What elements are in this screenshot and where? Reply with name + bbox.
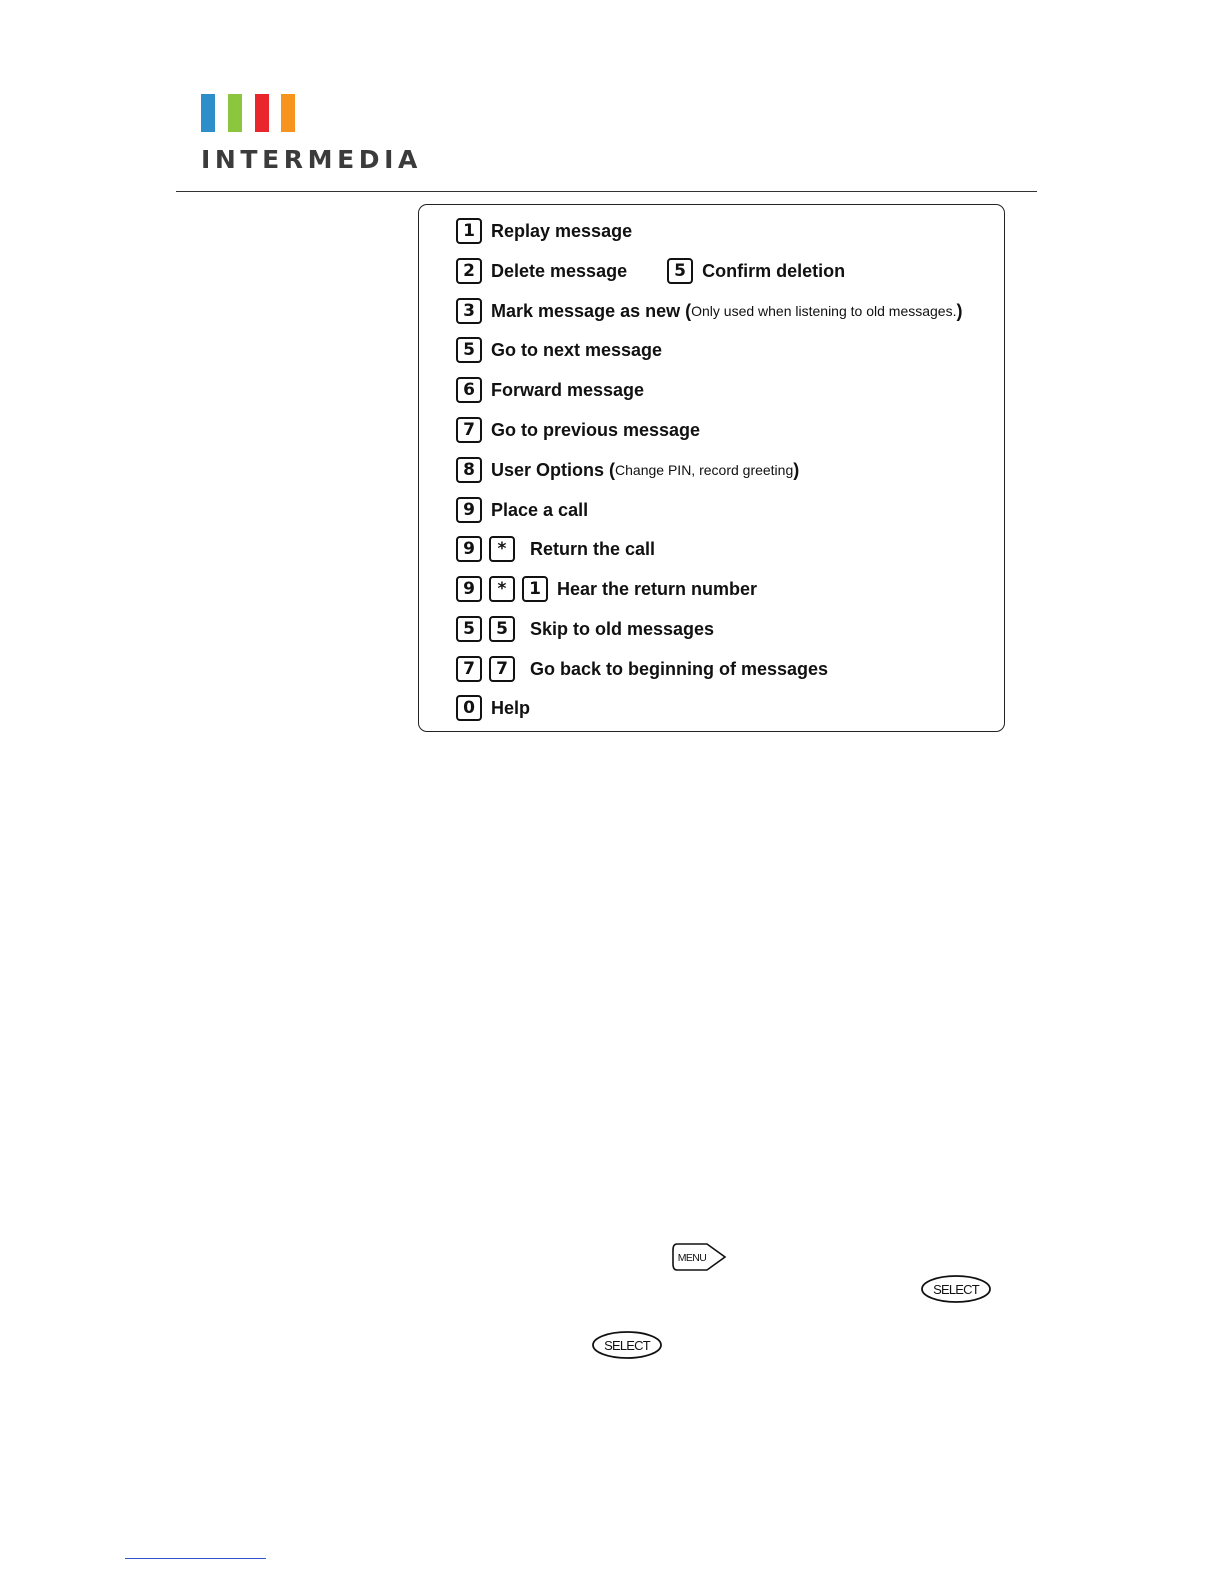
- keypad-row-return-call: [456, 534, 655, 564]
- logo-bars: [201, 94, 301, 132]
- keypad-row-next: [456, 335, 662, 365]
- menu-key-text: MENU: [677, 1252, 707, 1264]
- key-label: Help: [491, 697, 531, 718]
- key-button: 6: [456, 377, 482, 403]
- key-label: Skip to old messages: [530, 618, 715, 639]
- key-button: 1: [456, 218, 482, 244]
- select-key-text: SELECT: [604, 1338, 650, 1353]
- keypad-row-return-number: [456, 574, 757, 604]
- key-label: Place a call: [491, 499, 589, 520]
- key-button: 7: [489, 656, 515, 682]
- keypad-row-replay: [456, 216, 632, 246]
- key-button: *: [489, 536, 515, 562]
- key-label: Confirm deletion: [702, 260, 846, 281]
- header-divider: [176, 191, 1037, 192]
- key-button: 1: [522, 576, 548, 602]
- keypad-row-delete: [456, 256, 845, 286]
- intermedia-logo: [201, 94, 422, 174]
- keypad-row-previous: [456, 415, 700, 445]
- key-button: 5: [456, 616, 482, 642]
- key-button: 7: [456, 656, 482, 682]
- keypad-row-go-back: [456, 654, 828, 684]
- key-label: Hear the return number: [557, 578, 758, 599]
- logo-bar-blue: [201, 94, 215, 132]
- keypad-row-user-options: 8 User Options ( Change PIN, record greeting ): [456, 455, 799, 485]
- keypad-row-mark-new: 3 Mark message as new ( Only used when listening to old messages. ): [456, 296, 962, 326]
- key-label: Mark message as new: [491, 300, 681, 321]
- select-key-text: SELECT: [933, 1282, 979, 1297]
- key-label: User Options: [491, 459, 605, 480]
- key-label: Go back to beginning of messages: [530, 658, 829, 679]
- key-button: *: [489, 576, 515, 602]
- key-button: 5: [489, 616, 515, 642]
- key-button: 8: [456, 457, 482, 483]
- logo-bar-red: [255, 94, 269, 132]
- key-button: 5: [456, 337, 482, 363]
- key-button: 5: [667, 258, 693, 284]
- key-note: Only used when listening to old messages.: [691, 303, 957, 319]
- key-button: 9: [456, 536, 482, 562]
- key-button: 9: [456, 576, 482, 602]
- footnote-rule: [125, 1558, 266, 1559]
- key-label: Delete message: [491, 260, 628, 281]
- key-button: 2: [456, 258, 482, 284]
- key-label: Go to next message: [491, 339, 663, 360]
- brand-name: INTERMEDIA: [201, 145, 422, 174]
- key-note: Change PIN, record greeting: [615, 462, 794, 478]
- keypad-row-help: [456, 693, 530, 723]
- logo-bar-orange: [281, 94, 295, 132]
- key-label: Forward message: [491, 379, 645, 400]
- select-key-icon: [591, 1330, 663, 1360]
- key-label: Go to previous message: [491, 419, 701, 440]
- keypad-row-skip-old: [456, 614, 714, 644]
- key-button: 3: [456, 298, 482, 324]
- keypad-row-place-call: [456, 495, 588, 525]
- key-button: 7: [456, 417, 482, 443]
- select-key-icon: [920, 1274, 992, 1304]
- key-label: Replay message: [491, 220, 633, 241]
- key-button: 0: [456, 695, 482, 721]
- menu-key-icon: [671, 1242, 727, 1272]
- keypad-row-forward: [456, 375, 644, 405]
- key-label: Return the call: [530, 538, 656, 559]
- key-button: 9: [456, 497, 482, 523]
- logo-bar-green: [228, 94, 242, 132]
